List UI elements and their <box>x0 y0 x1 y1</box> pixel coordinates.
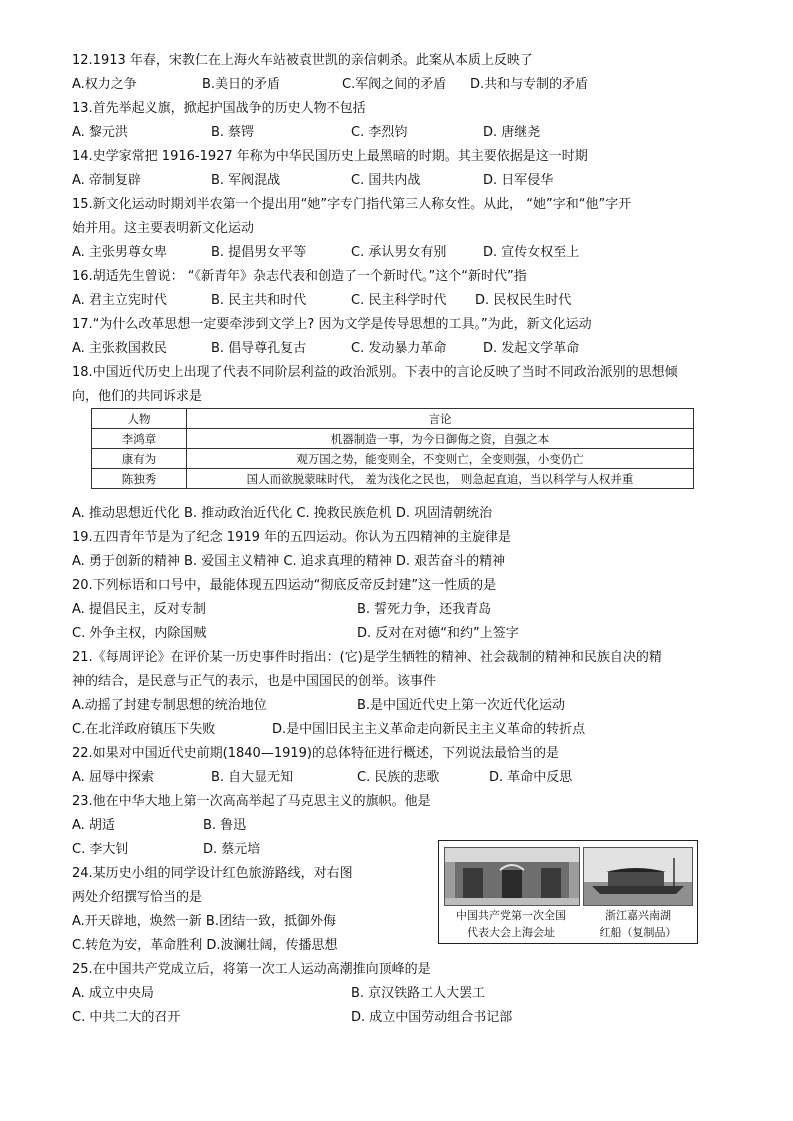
table-cell-quote: 观万国之势，能变则全，不变则亡，全变则强，小变仍亡 <box>187 449 694 469</box>
q25-stem: 25.在中国共产党成立后，将第一次工人运动高潮推向顶峰的是 <box>72 962 431 977</box>
q22-stem: 22.如果对中国近代史前期(1840—1919)的总体特征进行概述，下列说法最恰当的是 <box>72 746 559 761</box>
q21-stem-line2: 神的结合，是民意与正气的表示，也是中国国民的创举。该事件 <box>72 674 437 689</box>
q20-option-c: C. 外争主权，内除国贼 <box>72 626 207 641</box>
q23-option-d: D. 蔡元培 <box>203 842 261 857</box>
table-cell-quote: 机器制造一事，为今日御侮之资，自强之本 <box>187 429 694 449</box>
q19-stem: 19.五四青年节是为了纪念 1919 年的五四运动。你认为五四精神的主旋律是 <box>72 530 512 545</box>
table-header-person: 人物 <box>92 409 187 429</box>
table-row <box>92 469 694 489</box>
q15-option-c: C. 承认男女有别 <box>351 245 447 260</box>
q18-options: A. 推动思想近代化 B. 推动政治近代化 C. 挽救民族危机 D. 巩固清朝统治 <box>72 506 493 521</box>
q19-options: A. 勇于创新的精神 B. 爱国主义精神 C. 追求真理的精神 D. 艰苦奋斗的精神 <box>72 554 506 569</box>
q13-option-c: C. 李烈钧 <box>351 125 408 140</box>
q15-stem-line2: 始并用。这主要表明新文化运动 <box>72 221 255 236</box>
red-boat-photo <box>583 847 693 906</box>
q18-table <box>91 408 694 489</box>
table-cell-person: 李鸿章 <box>92 429 187 449</box>
q12-option-c: C.军阀之间的矛盾 <box>342 77 447 92</box>
q25-option-a: A. 成立中央局 <box>72 986 154 1001</box>
q23-option-c: C. 李大钊 <box>72 842 129 857</box>
q18-stem-line2: 向，他们的共同诉求是 <box>72 389 203 404</box>
q22-option-b: B. 自大显无知 <box>211 770 294 785</box>
q25-option-c: C. 中共二大的召开 <box>72 1010 181 1025</box>
table-row <box>92 429 694 449</box>
q17-option-b: B. 倡导尊孔复古 <box>211 341 307 356</box>
q20-option-d: D. 反对在对德“和约”上签字 <box>357 626 519 641</box>
q12-stem: 12.1913 年春，宋教仁在上海火车站被袁世凯的亲信刺杀。此案从本质上反映了 <box>72 53 533 68</box>
q16-option-b: B. 民主共和时代 <box>211 293 307 308</box>
table-cell-person: 康有为 <box>92 449 187 469</box>
q13-stem: 13.首先举起义旗，掀起护国战争的历史人物不包括 <box>72 101 366 116</box>
table-header-quote: 言论 <box>187 409 694 429</box>
caption-shanghai-line1: 中国共产党第一次全国 <box>456 909 566 922</box>
q21-option-b: B.是中国近代史上第一次近代化运动 <box>357 698 566 713</box>
caption-redboat-line2: 红船（复制品） <box>599 926 677 939</box>
q24-options-cd: C.转危为安，革命胜利 D.波澜壮阔，传播思想 <box>72 938 338 953</box>
q17-option-a: A. 主张救国救民 <box>72 341 167 356</box>
q14-stem: 14.史学家常把 1916-1927 年称为中华民国历史上最黑暗的时期。其主要依据是这一时期 <box>72 149 588 164</box>
q20-stem: 20.下列标语和口号中，最能体现五四运动“彻底反帝反封建”这一性质的是 <box>72 578 497 593</box>
q17-stem: 17.“为什么改革思想一定要牵涉到文学上? 因为文学是传导思想的工具。”为此，新文化运动 <box>72 317 592 332</box>
q25-option-b: B. 京汉铁路工人大罢工 <box>351 986 486 1001</box>
q23-stem: 23.他在中华大地上第一次高高举起了马克思主义的旗帜。他是 <box>72 794 431 809</box>
q16-option-d: D. 民权民生时代 <box>475 293 572 308</box>
q25-option-d: D. 成立中国劳动组合书记部 <box>351 1010 513 1025</box>
q24-options-ab: A.开天辟地，焕然一新 B.团结一致，抵御外侮 <box>72 914 336 929</box>
caption-shanghai-line2: 代表大会上海会址 <box>467 926 555 939</box>
q14-option-a: A. 帝制复辟 <box>72 173 141 188</box>
q13-option-a: A. 黎元洪 <box>72 125 128 140</box>
table-header-row <box>92 409 694 429</box>
q22-option-c: C. 民族的悲歌 <box>357 770 440 785</box>
q22-option-d: D. 革命中反思 <box>489 770 573 785</box>
q14-option-c: C. 国共内战 <box>351 173 421 188</box>
q24-stem-line1: 24.某历史小组的同学设计红色旅游路线，对右图 <box>72 866 353 881</box>
q16-option-c: C. 民主科学时代 <box>351 293 447 308</box>
q23-option-b: B. 鲁迅 <box>203 818 247 833</box>
table-cell-person: 陈独秀 <box>92 469 187 489</box>
q13-option-b: B. 蔡锷 <box>211 125 255 140</box>
q15-option-d: D. 宣传女权至上 <box>483 245 580 260</box>
q22-option-a: A. 屈辱中探索 <box>72 770 154 785</box>
q17-option-c: C. 发动暴力革命 <box>351 341 447 356</box>
q24-stem-line2: 两处介绍撰写恰当的是 <box>72 890 203 905</box>
q15-option-a: A. 主张男尊女卑 <box>72 245 167 260</box>
table-row <box>92 449 694 469</box>
q16-stem: 16.胡适先生曾说： “《新青年》杂志代表和创造了一个新时代。”这个“新时代”指 <box>72 269 527 284</box>
q21-stem-line1: 21.《每周评论》在评价某一历史事件时指出：(它)是学生牺牲的精神、社会裁制的精神和民族自决的精 <box>72 650 662 665</box>
q24-figure <box>438 840 698 944</box>
table-cell-quote: 国人而欲脱蒙昧时代， 羞为浅化之民也， 则急起直追，当以科学与人权并重 <box>187 469 694 489</box>
q20-option-a: A. 提倡民主，反对专制 <box>72 602 206 617</box>
q20-option-b: B. 誓死力争，还我青岛 <box>357 602 492 617</box>
q13-option-d: D. 唐继尧 <box>483 125 541 140</box>
q17-option-d: D. 发起文学革命 <box>483 341 580 356</box>
q21-option-a: A.动摇了封建专制思想的统治地位 <box>72 698 267 713</box>
q12-option-d: D.共和与专制的矛盾 <box>470 77 589 92</box>
q12-option-a: A.权力之争 <box>72 77 137 92</box>
q23-option-a: A. 胡适 <box>72 818 115 833</box>
shanghai-meeting-site-photo <box>444 847 580 906</box>
q14-option-b: B. 军阀混战 <box>211 173 281 188</box>
caption-redboat-line1: 浙江嘉兴南湖 <box>605 909 671 922</box>
q12-option-b: B.美日的矛盾 <box>202 77 281 92</box>
q21-option-c: C.在北洋政府镇压下失败 <box>72 722 216 737</box>
q15-stem-line1: 15.新文化运动时期刘半农第一个提出用“她”字专门指代第三人称女性。从此， “她”字和“他”字开 <box>72 197 632 212</box>
q16-option-a: A. 君主立宪时代 <box>72 293 167 308</box>
q21-option-d: D.是中国旧民主主义革命走向新民主主义革命的转折点 <box>272 722 586 737</box>
q18-stem-line1: 18.中国近代历史上出现了代表不同阶层利益的政治派别。下表中的言论反映了当时不同政治派别的思想倾 <box>72 365 678 380</box>
q15-option-b: B. 提倡男女平等 <box>211 245 307 260</box>
q14-option-d: D. 日军侵华 <box>483 173 554 188</box>
